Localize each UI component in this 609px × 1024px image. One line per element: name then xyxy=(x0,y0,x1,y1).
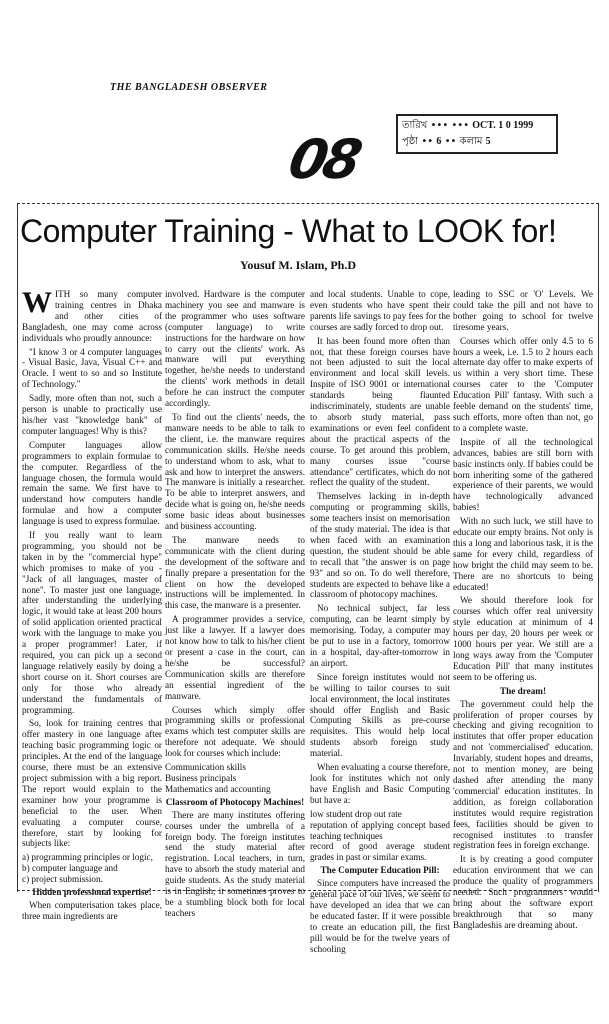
paragraph: It has been found more often than not, that these foreign courses have not been adjusted to suit the local environment and local skill levels. Inspite of ISO 9001 or international standards being flaunted indiscriminately, students are unable to absorb study material, pass examinations or even feel confident about the practical aspects of the course. To get around this problem, many courses issue "course attendance" certificates, which do not reflect the quality of the student. xyxy=(310,335,450,488)
stamp-column-label: কলাম xyxy=(459,136,483,147)
paragraph: leading to SSC or 'O' Levels. We could take the pill and not have to bother going to school for twelve tiresome years. xyxy=(453,289,593,332)
paragraph: Themselves lacking in in-depth computing or programming skills, some teachers insist on memorisation of the study material. The idea is that when faced with an examination question, the student should be able to recall that "the answer is on page 93" and so on. To do well therefore, students are expected to behave like a classroom of photocopy machines. xyxy=(310,491,450,600)
date-stamp: তারিখ ••• ••• OCT. 1 0 1999 পৃষ্ঠা •• 6 •• কলাম 5 xyxy=(396,114,558,154)
stamp-page-label: পৃষ্ঠা xyxy=(402,136,419,147)
stamp-date: OCT. 1 0 1999 xyxy=(472,120,534,131)
stamp-date-label: তারিখ xyxy=(402,120,428,131)
newspaper-masthead: THE BANGLADESH OBSERVER xyxy=(110,82,268,93)
paragraph: Inspite of all the technological advances, babies are still born with basic instincts only. If babies could be born inheriting some of the gathered experience of their parents, we would have technologically advanced babies! xyxy=(453,436,593,513)
paragraph: So, look for training centres that offer mastery in one language after teaching basic programming logic or principles. At the end of the language course, there must be an extensive project submission with a big report. The report would explain to the examiner how your programme is beneficial to the user. When evaluating a computer course, therefore, start by looking for subjects like: xyxy=(22,718,162,849)
paragraph: It is by creating a good computer education environment that we can produce the quality of programmers needed. Such programmers would bring about the software export breakthrough that so many Bangladeshis are dreaming about. xyxy=(453,854,593,930)
list-item: b) computer language and xyxy=(22,863,118,874)
subheading: The Computer Education Pill: xyxy=(320,865,440,876)
article-column-1 xyxy=(22,286,162,925)
paragraph: Courses which simply offer programming skills or professional exams which test computer skills are therefore not adequate. We should look for courses which include: xyxy=(165,704,305,759)
subheading: Hidden professional expertise! xyxy=(32,887,152,898)
paragraph: Since foreign institutes would not be willing to tailor courses to suit local environment, the local institutes should offer English and Basic Computing Skills as pre-course requisites. This would help local students absorb foreign study material. xyxy=(310,671,450,759)
paragraph: To find out the clients' needs, the manware needs to be able to talk to the client, i.e. the manware requires communication skills. He/she needs to understand whom to ask, what to ask and how to interpret the answers. The manware is initially a researcher. To be able to interpret answers, and decide what is going on, he/she needs some basic ideas about businesses and business accounting. xyxy=(165,411,305,532)
list-item: reputation of applying concept based teaching techniques xyxy=(310,819,450,841)
list-item: c) project submission. xyxy=(22,874,103,885)
paragraph: No technical subject, far less computing, can be learnt simply by memorising. Today, a computer may be put to use in a factory, tomorrow in a hospital, day-after-tomorrow in an airport. xyxy=(310,603,450,668)
paragraph: WITH so many computer training centres in Dhaka and other cities of Bangladesh, one may come across individuals who proudly announce: xyxy=(22,286,162,343)
list-item: low student drop out rate xyxy=(310,808,402,819)
subheading: Classroom of Photocopy Machines! xyxy=(165,796,305,807)
paragraph: Since computers have increased the general pace of our lives, we seem to have developed an idea that we can be educated faster. If it were possible to create an education pill, the first pill would be for the twelve years of schooling xyxy=(310,878,450,954)
paragraph: Computer languages allow programmers to explain formulae to the computer. Regardless of the language chosen, the formula would remain the same. We first have to understand how computers handle formulae and how a computer language is used to express formulae. xyxy=(22,439,162,527)
article-byline: Yousuf M. Islam, Ph.D xyxy=(240,258,357,272)
paragraph: involved. Hardware is the computer machinery you see and manware is the programmer who uses software (computer language) to write instructions for the hardware on how to carry out the clients' work. As manware will put everything together, he/she needs to understand the clients' work methods in detail before he can instruct the computer accordingly. xyxy=(165,289,305,409)
paragraph: and local students. Unable to cope, even students who have spent their parents life savings to pay fees for the courses are sadly forced to drop out. xyxy=(310,289,450,332)
paragraph: The government could help the proliferation of proper courses by checking and giving recognition to institutes that offer proper education and not 'commercialised' education. Invariably, student hopes and dreams, not to mention money, are being dashed after attending the many 'commercial' education institutes. In addition, as foreign collaboration institutes would require registration fees, facilities should be given to recognised institutes to transfer registration fees in foreign exchange. xyxy=(453,698,593,851)
list-item: Mathematics and accounting xyxy=(165,783,271,794)
drop-cap: W xyxy=(22,286,52,319)
list-item: Communication skills xyxy=(165,762,246,773)
paragraph: When evaluating a course therefore, look for institutes which not only have English and Basic Computing but have a: xyxy=(310,762,450,805)
article-column-2 xyxy=(165,289,305,922)
stamp-column: 5 xyxy=(485,136,491,147)
article-column-4 xyxy=(453,289,593,934)
paragraph: "I know 3 or 4 computer languages - Visual Basic, Java, Visual C++ and Oracle. I went to so and so Institute of Technology." xyxy=(22,346,162,390)
article-column-3 xyxy=(310,289,450,957)
paragraph: We should therefore look for courses which offer real university style education at minimum of 4 hours per day, 20 hours per week or 1000 hours per year. We still are a long ways away from the 'Computer Education Pill' that many institutes seem to be offering us. xyxy=(453,595,593,682)
handwritten-page-number: 08 xyxy=(283,128,364,191)
paragraph: Sadly, more often than not, such a person is unable to practically use his/her vast "knowledge bank" of computer languages! Why is this? xyxy=(22,393,162,436)
paragraph: Courses which offer only 4.5 to 6 hours a week, i.e. 1.5 to 2 hours each alternate day offer to make experts of us within a very short time. These courses cater to the 'Computer Education Pill' fantasy. With such a feeble demand on the students' time, such efforts, more often than not, go to a complete waste. xyxy=(453,335,593,433)
list-item: a) programming principles or logic, xyxy=(22,852,153,863)
paragraph: A programmer provides a service, just like a lawyer. If a lawyer does not know how to talk to his/her client or present a case in the court, can he/she be successful? Communication skills are therefore an essential ingredient of the manware. xyxy=(165,614,305,701)
stamp-page: 6 xyxy=(436,136,442,147)
article-headline: Computer Training - What to LOOK for! xyxy=(20,213,557,249)
clipping-bottom-edge xyxy=(17,890,597,891)
paragraph: There are many institutes offering courses under the umbrella of a foreign body. The foreign institutes send the study material after registration. Local teachers, in turn, have to absorb the study material and guide students. As the study material is in English, it sometimes proves to be a stumbling block both for local teachers xyxy=(165,809,305,918)
paragraph: With no such luck, we still have to educate our empty brains. Not only is this a long and laborious task, it is the same for every child, regardless of how bright the child may seem to be. There are no shortcuts to being educated! xyxy=(453,516,593,592)
list-item: record of good average student grades in past or similar exams. xyxy=(310,841,450,863)
subheading: The dream! xyxy=(499,685,547,696)
paragraph: The manware needs to communicate with the client during the development of the software and finally prepare a presentation for the client on how the developed instructions will be implemented. In this case, the manware is a presenter. xyxy=(165,534,305,611)
list-item: Business principals xyxy=(165,772,237,783)
paragraph: When computerisation takes place, three main ingredients are xyxy=(22,899,162,921)
paragraph: If you really want to learn programming, you should not be taken in by the "commercial hype" which promises to make of you - "Jack of all languages, master of none". To master just one language, after understanding the underlying logic, it would take at least 200 hours of solid application oriented practical work with the language to make you a proper programmer! Later, if required, you can pick up a second language relatively easily by doing a short course on it. Short courses are only for those who already understand the fundamentals of programming. xyxy=(22,530,162,715)
